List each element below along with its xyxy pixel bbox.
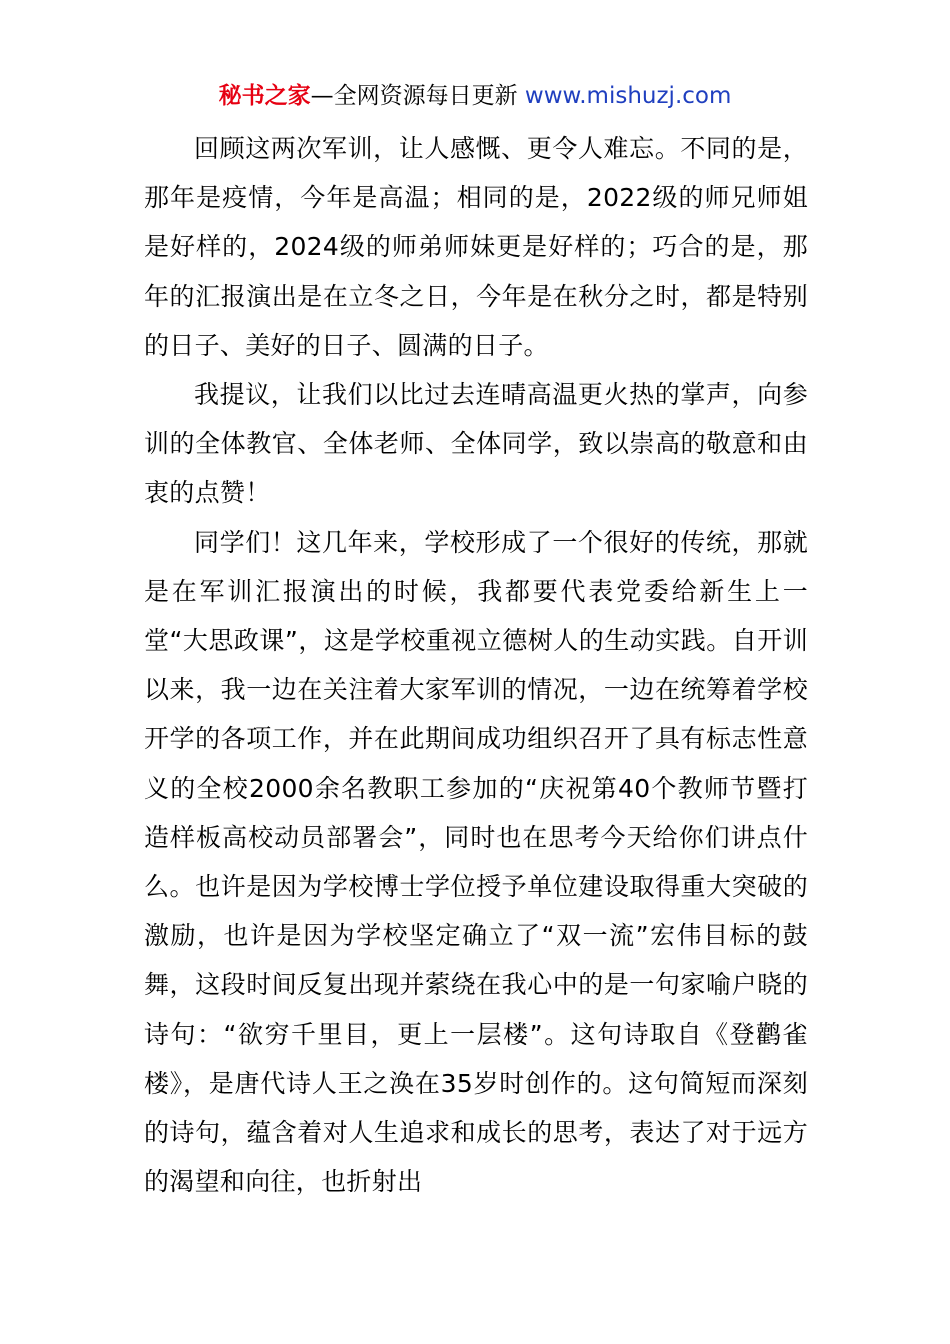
document-body bbox=[144, 124, 808, 1206]
page-header bbox=[0, 80, 950, 112]
paragraph-1: 回顾这两次军训，让人感慨、更令人难忘。不同的是，那年是疫情，今年是高温；相同的是，2022级的师兄师姐是好样的，2024级的师弟师妹更是好样的；巧合的是，那年的汇报演出是在立冬之日，今年是在秋分之时，都是特别的日子、美好的日子、圆满的日子。 bbox=[144, 134, 808, 360]
site-url[interactable]: www.mishuzj.com bbox=[524, 83, 732, 109]
header-slogan: —全网资源每日更新 bbox=[310, 83, 525, 109]
paragraph-3: 同学们！这几年来，学校形成了一个很好的传统，那就是在军训汇报演出的时候，我都要代表党委给新生上一堂“大思政课”，这是学校重视立德树人的生动实践。自开训以来，我一边在关注着大家军训的情况，一边在统筹着学校开学的各项工作，并在此期间成功组织召开了具有标志性意义的全校2000余名教职工参加的“庆祝第40个教师节暨打造样板高校动员部署会”，同时也在思考今天给你们讲点什么。也许是因为学校博士学位授予单位建设取得重大突破的激励，也许是因为学校坚定确立了“双一流”宏伟目标的鼓舞，这段时间反复出现并萦绕在我心中的是一句家喻户晓的诗句：“欲穷千里目，更上一层楼”。这句诗取自《登鹳雀楼》，是唐代诗人王之涣在35岁时创作的。这句简短而深刻的诗句，蕴含着对人生追求和成长的思考，表达了对于远方的渴望和向往，也折射出 bbox=[144, 527, 808, 1197]
brand-name: 秘书之家 bbox=[218, 83, 311, 109]
paragraph-2: 我提议，让我们以比过去连晴高温更火热的掌声，向参训的全体教官、全体老师、全体同学，致以崇高的敬意和由衷的点赞！ bbox=[144, 380, 808, 508]
